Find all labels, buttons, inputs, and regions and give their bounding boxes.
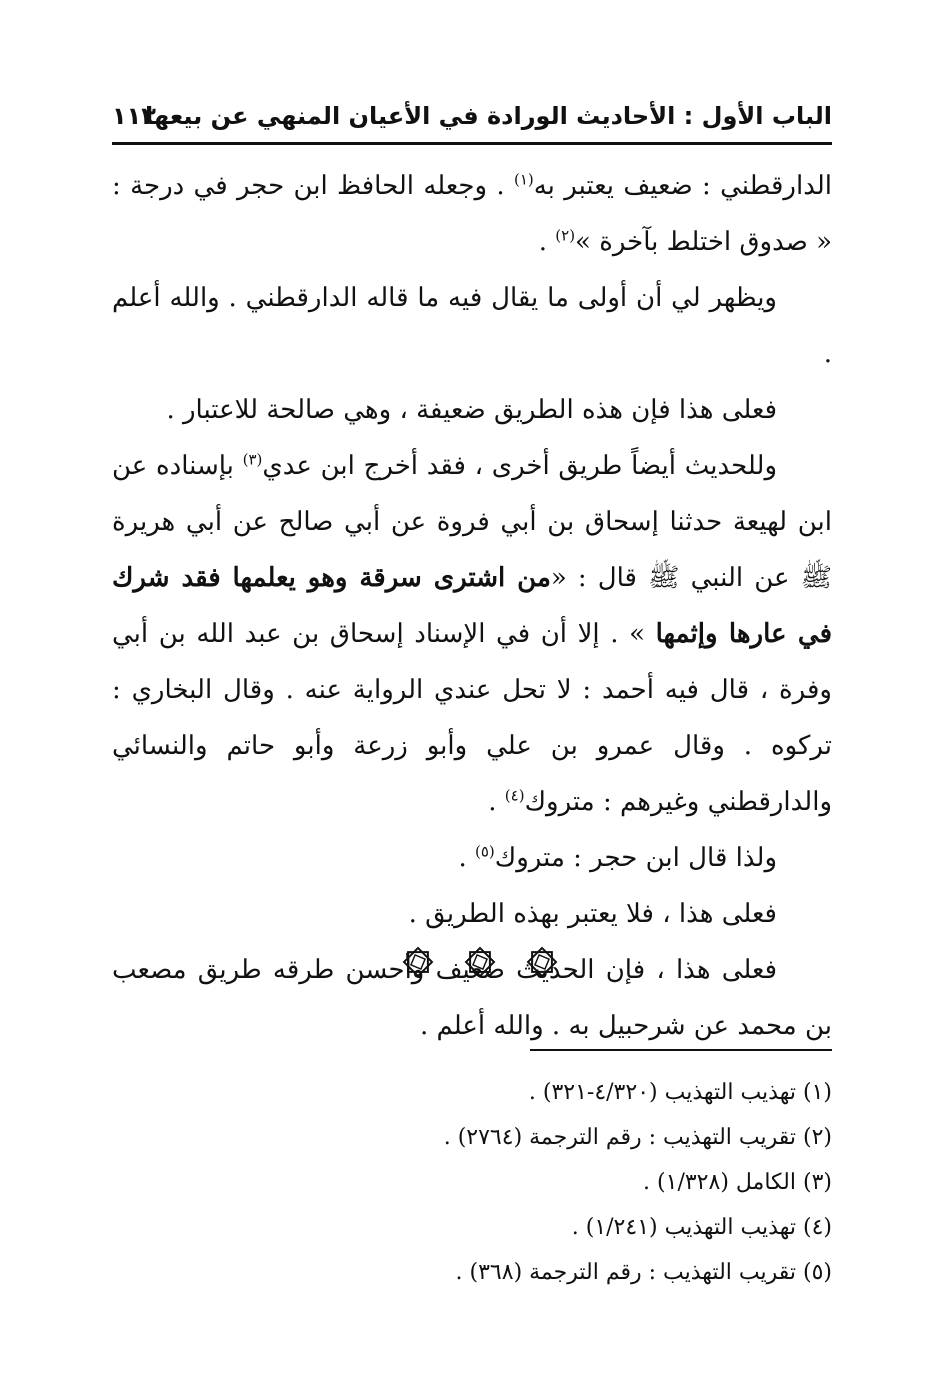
star-ornament-icon <box>400 944 436 980</box>
footnote-divider <box>530 1049 832 1051</box>
footnote-ref: (٤) <box>504 786 525 805</box>
footnotes <box>112 1070 832 1295</box>
footnote-3: (٣) الكامل (١/٣٢٨) . <box>643 1170 832 1195</box>
footnote-ref: (١) <box>513 170 534 189</box>
hadith-text: من اشترى سرقة وهو يعلمها فقد شرك في عارها وإثمها <box>112 563 832 649</box>
paragraph-5 <box>112 830 832 886</box>
footnote-ref: (٥) <box>474 842 495 861</box>
text-run: . <box>458 843 475 873</box>
footnote-4: (٤) تهذيب التهذيب (١/٢٤١) . <box>571 1215 832 1240</box>
text-run: . <box>488 787 505 817</box>
footnote-ref: (٢) <box>555 226 576 245</box>
text-run: ولذا قال ابن حجر : متروك <box>494 843 777 873</box>
star-ornament-icon <box>524 944 560 980</box>
header-divider <box>112 142 832 145</box>
paragraph-1 <box>112 158 832 270</box>
star-ornament-icon <box>462 944 498 980</box>
paragraph-2: ويظهر لي أن أولى ما يقال فيه ما قاله الدارقطني . والله أعلم . <box>112 283 832 369</box>
paragraph-4 <box>112 438 832 830</box>
section-ornament <box>400 942 560 982</box>
chapter-title: الباب الأول : الأحاديث الورادة في الأعيان المنهي عن بيعها <box>145 102 832 130</box>
footnote-ref: (٣) <box>242 450 263 469</box>
paragraph-7: فعلى هذا ، فإن الحديث ضعيف وأحسن طرقه طريق مصعب بن محمد عن شرحبيل به . والله أعلم . <box>112 955 832 1041</box>
footnote-5: (٥) تقريب التهذيب : رقم الترجمة (٣٦٨) . <box>455 1260 832 1285</box>
text-run: . <box>538 227 556 257</box>
text-run: بإسناده عن ابن لهيعة حدثنا إسحاق بن أبي فروة عن أبي صالح عن أبي هريرة ﷺ عن النبي ﷺ قال : « <box>112 451 833 593</box>
paragraph-3: فعلى هذا فإن هذه الطريق ضعيفة ، وهي صالحة للاعتبار . <box>166 395 777 425</box>
paragraph-6: فعلى هذا ، فلا يعتبر بهذه الطريق . <box>408 899 777 929</box>
main-text <box>112 158 832 1054</box>
footnote-2: (٢) تقريب التهذيب : رقم الترجمة (٢٧٦٤) . <box>443 1125 832 1150</box>
page-header <box>112 96 832 140</box>
text-run: » . إلا أن في الإسناد إسحاق بن عبد الله بن أبي وفرة ، قال فيه أحمد : لا تحل عندي الرواية عنه . وقال البخاري : تركوه . وقال عمرو بن علي وأبو زرعة وأبو حاتم والنسائي والدارقطني وغيرهم : متروك <box>112 619 832 817</box>
text-run: وللحديث أيضاً طريق أخرى ، فقد أخرج ابن عدي <box>262 451 777 481</box>
text-run: الدارقطني : ضعيف يعتبر به <box>533 171 832 201</box>
text-run: . وجعله الحافظ ابن حجر في درجة : « صدوق اختلط بآخرة » <box>112 171 832 257</box>
page-number: ١١٣ <box>112 102 156 130</box>
footnote-1: (١) تهذيب التهذيب (٤/٣٢٠-٣٢١) . <box>528 1080 832 1105</box>
